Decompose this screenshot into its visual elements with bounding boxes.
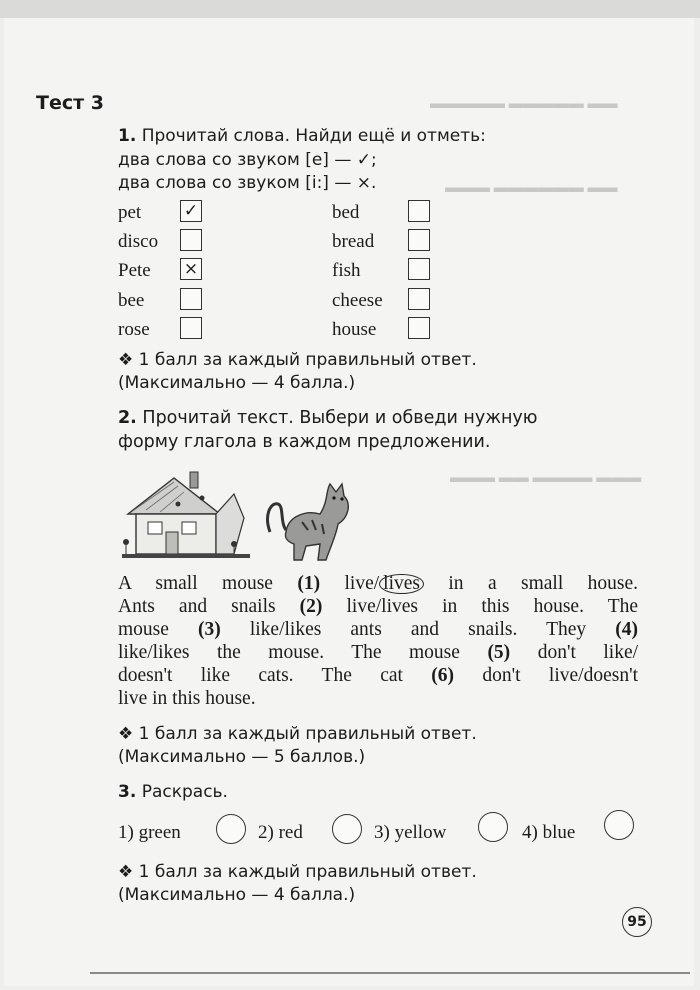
blank-number: (1) [297, 573, 321, 594]
task3-title: Раскрась. [141, 782, 228, 802]
circled-answer: lives [379, 574, 424, 594]
text-segment: live/lives in this house. The [346, 596, 639, 617]
text-line-5 [118, 664, 638, 687]
checkbox-bed[interactable] [408, 200, 430, 222]
checkbox-cheese[interactable] [408, 288, 430, 310]
word-rose: rose [118, 319, 150, 340]
text-segment: A small mouse [118, 573, 273, 594]
task3-heading [118, 782, 228, 802]
word-bee: bee [118, 290, 145, 311]
house-illustration [116, 466, 256, 566]
text-line-1 [118, 572, 638, 595]
text-segment: live/ [344, 573, 380, 594]
task1-instruction: Прочитай слова. Найди ещё и отметь: [141, 126, 486, 146]
color-item-blue: 4) blue [522, 822, 576, 843]
page-number: 95 [622, 907, 652, 937]
task1-score-line2: (Максимально — 4 балла.) [118, 373, 356, 393]
word-pet: pet [118, 202, 142, 223]
word-bread: bread [332, 231, 375, 252]
word-cheese: cheese [332, 290, 383, 311]
checkbox-bee[interactable] [180, 288, 202, 310]
text-line-3 [118, 618, 638, 641]
bleed-through: ▬▬▬▬▬ ▬▬▬▬▬ ▬▬ [430, 96, 618, 112]
page-bottom-line [90, 972, 690, 974]
task2-number: 2. [118, 408, 137, 428]
checkbox-rose[interactable] [180, 317, 202, 339]
color-item-red: 2) red [258, 822, 303, 843]
bleed-through: ▬▬▬ ▬▬▬▬▬▬ ▬▬ [445, 180, 618, 196]
task1-score-line1: ❖ 1 балл за каждый правильный ответ. [118, 350, 477, 370]
task2-score-line2: (Максимально — 5 баллов.) [118, 747, 366, 767]
task2-instruction: Прочитай текст. Выбери и обведи нужную [142, 408, 538, 428]
text-line-2 [118, 595, 638, 618]
text-segment: doesn't like cats. The cat [118, 665, 403, 686]
task3-score-line2: (Максимально — 4 балла.) [118, 885, 356, 905]
color-item-green: 1) green [118, 822, 181, 843]
text-segment: don't live/doesn't [482, 665, 639, 686]
task1-line1 [118, 126, 486, 146]
text-segment: like/likes the mouse. The mouse [118, 642, 460, 663]
task2-score-line1: ❖ 1 балл за каждый правильный ответ. [118, 724, 477, 744]
checkbox-fish[interactable] [408, 258, 430, 280]
color-circle-blue[interactable] [604, 810, 634, 840]
text-segment: like/likes ants and snails. They [249, 619, 587, 640]
blank-number: (5) [487, 642, 511, 663]
text-segment: don't like/ [537, 642, 639, 663]
blank-number: (6) [431, 665, 455, 686]
reading-text [118, 572, 638, 710]
task1-line2: два слова со звуком [e] — ✓; [118, 150, 377, 170]
checkbox-pete[interactable]: × [180, 258, 202, 280]
blank-number: (4) [615, 619, 639, 640]
text-segment: in a small house. [448, 573, 638, 594]
word-bed: bed [332, 202, 360, 223]
task2-line1 [118, 408, 538, 428]
text-segment: Ants and snails [118, 596, 276, 617]
task2-line2: форму глагола в каждом предложении. [118, 432, 491, 452]
test-title: Тест 3 [36, 92, 104, 114]
word-pete: Pete [118, 260, 151, 281]
word-fish: fish [332, 260, 361, 281]
color-circle-yellow[interactable] [478, 812, 508, 842]
checkbox-pet[interactable]: ✓ [180, 200, 202, 222]
text-line-4 [118, 641, 638, 664]
checkbox-bread[interactable] [408, 229, 430, 251]
color-item-yellow: 3) yellow [374, 822, 447, 843]
text-line-6: live in this house. [118, 688, 256, 709]
checkbox-disco[interactable] [180, 229, 202, 251]
word-house: house [332, 319, 377, 340]
text-segment: mouse [118, 619, 169, 640]
task3-score-line1: ❖ 1 балл за каждый правильный ответ. [118, 862, 477, 882]
task1-number: 1. [118, 126, 137, 146]
color-circle-red[interactable] [332, 814, 362, 844]
color-circle-green[interactable] [216, 814, 246, 844]
word-disco: disco [118, 231, 159, 252]
bleed-through: ▬▬▬ ▬▬ ▬▬▬▬ ▬▬▬ [450, 470, 642, 486]
task3-number: 3. [118, 782, 137, 802]
cat-illustration [262, 472, 358, 568]
task1-line3: два слова со звуком [i:] — ×. [118, 173, 377, 193]
top-edge [0, 0, 700, 18]
blank-number: (3) [198, 619, 221, 640]
blank-number: (2) [299, 596, 323, 617]
checkbox-house[interactable] [408, 317, 430, 339]
